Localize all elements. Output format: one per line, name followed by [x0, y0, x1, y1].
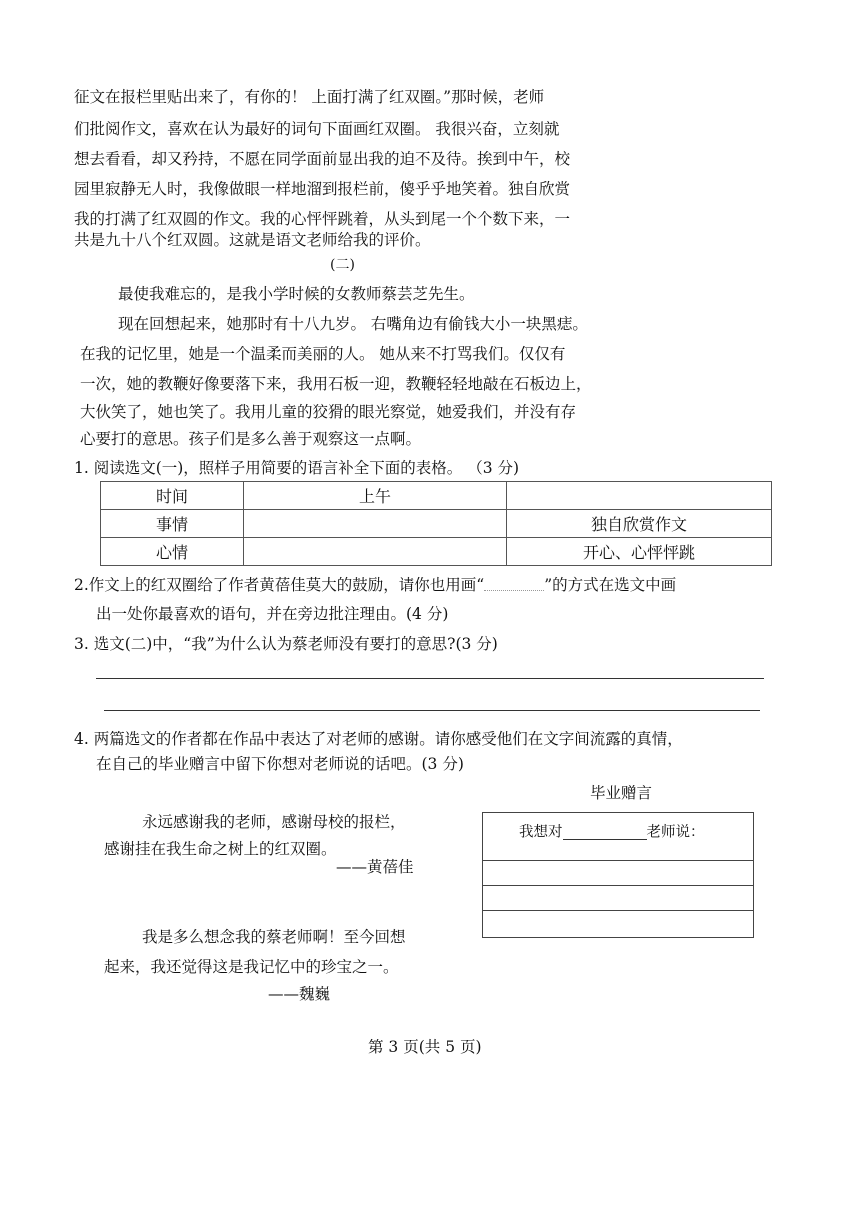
message-suffix: 老师说： — [646, 824, 705, 841]
fill-in-table — [100, 481, 772, 566]
passage1-line-4: 园里寂静无人时，我像做眼一样地溜到报栏前，傻乎乎地笑着。独自欣赏 — [74, 180, 571, 198]
table-cell: 开心、心怦怦跳 — [507, 538, 772, 566]
table-cell: 时间 — [101, 482, 244, 510]
table-cell: 上午 — [244, 482, 507, 510]
quote-2-line-1: 我是多么想念我的蔡老师啊！至今回想 — [142, 928, 406, 946]
question-2-text-b: ”的方式在选文中画 — [544, 576, 677, 594]
passage2-line-1: 最使我难忘的，是我小学时候的女教师蔡芸芝先生。 — [118, 285, 475, 303]
quote-2-line-2: 起来，我还觉得这是我记忆中的珍宝之一。 — [104, 958, 399, 976]
table-row — [101, 538, 772, 566]
passage2-line-2: 现在回想起来，她那时有十八九岁。 右嘴角边有偷钱大小一块黑痣。 — [118, 315, 588, 333]
table-cell-blank[interactable] — [244, 538, 507, 566]
passage2-heading: (二) — [330, 257, 355, 273]
question-3: 3. 选文(二)中，“我”为什么认为蔡老师没有要打的意思?(3 分) — [74, 635, 498, 653]
table-cell-blank[interactable] — [244, 510, 507, 538]
graduation-message-title: 毕业赠言 — [590, 784, 653, 802]
passage2-line-4: 一次，她的教鞭好像要落下来，我用石板一迎，教鞭轻轻地敲在石板边上， — [80, 375, 592, 393]
question-1: 1. 阅读选文(一)，照样子用简要的语言补全下面的表格。 （3 分) — [74, 459, 520, 477]
passage1-line-1: 征文在报栏里贴出来了，有你的！ 上面打满了红双圈。”那时候，老师 — [74, 88, 545, 106]
message-line-1[interactable] — [483, 860, 753, 861]
question-2-line-2: 出一处你最喜欢的语句，并在旁边批注理由。(4 分) — [96, 605, 449, 623]
table-cell-blank[interactable] — [507, 482, 772, 510]
message-prompt — [519, 823, 705, 840]
passage2-line-3: 在我的记忆里，她是一个温柔而美丽的人。 她从来不打骂我们。仅仅有 — [80, 345, 566, 363]
page-footer: 第 3 页(共 5 页) — [368, 1038, 482, 1056]
quote-1-line-2: 感谢挂在我生命之树上的红双圈。 — [104, 840, 337, 858]
passage1-line-2: 们批阅作文，喜欢在认为最好的词句下面画红双圈。 我很兴奋，立刻就 — [74, 120, 560, 138]
passage1-line-5: 我的打满了红双圆的作文。我的心怦怦跳着，从头到尾一个个数下来，一 — [74, 210, 571, 228]
passage1-line-3: 想去看看，却又矜持，不愿在同学面前显出我的迫不及待。挨到中午，校 — [74, 150, 571, 168]
question-4-line-1: 4. 两篇选文的作者都在作品中表达了对老师的感谢。请你感受他们在文字间流露的真情， — [74, 730, 683, 748]
passage1-line-6: 共是九十八个红双圆。这就是语文老师给我的评价。 — [74, 231, 431, 249]
graduation-message-box — [482, 812, 754, 938]
quote-1-line-1: 永远感谢我的老师，感谢母校的报栏， — [142, 813, 406, 831]
table-cell: 事情 — [101, 510, 244, 538]
question-2-line-1 — [74, 578, 676, 594]
answer-line-2[interactable] — [104, 710, 760, 711]
message-prefix: 我想对 — [519, 824, 563, 841]
question-4-line-2: 在自己的毕业赠言中留下你想对老师说的话吧。(3 分) — [96, 755, 464, 773]
passage2-line-5: 大伙笑了，她也笑了。我用儿童的狡猾的眼光察觉，她爱我们，并没有存 — [80, 403, 577, 421]
table-row — [101, 482, 772, 510]
message-line-2[interactable] — [483, 885, 753, 886]
passage2-line-6: 心要打的意思。孩子们是多么善于观察这一点啊。 — [80, 430, 422, 448]
question-2-text-a: 2.作文上的红双圈给了作者黄蓓佳莫大的鼓励，请你也用画“ — [74, 576, 485, 594]
table-cell: 独自欣赏作文 — [507, 510, 772, 538]
table-row — [101, 510, 772, 538]
wavy-line-sample — [484, 582, 544, 591]
teacher-name-blank[interactable] — [563, 823, 647, 840]
table-cell: 心情 — [101, 538, 244, 566]
message-line-3[interactable] — [483, 910, 753, 911]
quote-1-author: ——黄蓓佳 — [336, 858, 414, 876]
answer-line-1[interactable] — [96, 678, 764, 679]
quote-2-author: ——魏巍 — [268, 985, 331, 1003]
